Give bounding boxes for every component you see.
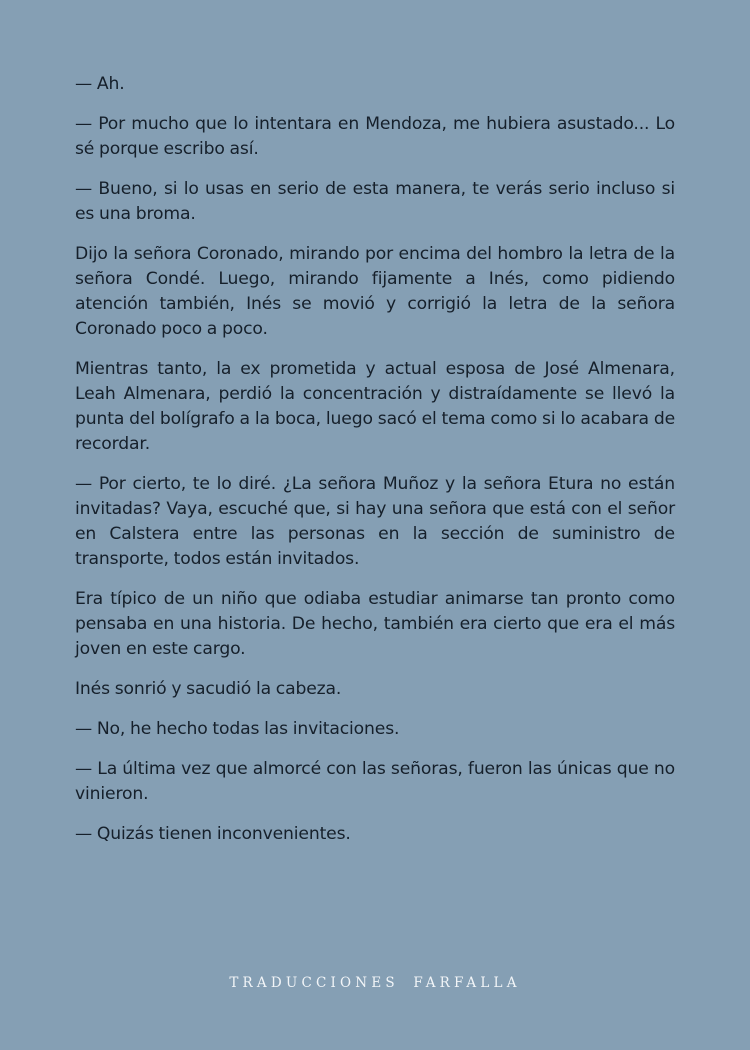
page-body (75, 72, 675, 862)
paragraph: Era típico de un niño que odiaba estudiar animarse tan pronto como pensaba en una historia. De hecho, también era cierto que era el más joven en este cargo. (75, 589, 675, 659)
paragraph: — No, he hecho todas las invitaciones. (75, 719, 400, 739)
paragraph: — Por cierto, te lo diré. ¿La señora Muñoz y la señora Etura no están invitadas? Vaya, escuché que, si hay una señora que está con el señor en Calstera entre las personas en la sección de suministro de transporte, todos están invitados. (75, 474, 675, 569)
paragraph: — Por mucho que lo intentara en Mendoza, me hubiera asustado... Lo sé porque escribo así. (75, 114, 675, 159)
footer-credit: TRADUCCIONES FARFALLA (229, 975, 521, 991)
paragraph: — Quizás tienen inconvenientes. (75, 824, 351, 844)
paragraph: Mientras tanto, la ex prometida y actual esposa de José Almenara, Leah Almenara, perdió la concentración y distraídamente se llevó la punta del bolígrafo a la boca, luego sacó el tema como si lo acabara de recordar. (75, 359, 675, 454)
paragraph: Dijo la señora Coronado, mirando por encima del hombro la letra de la señora Condé. Luego, mirando fijamente a Inés, como pidiendo atención también, Inés se movió y corrigió la letra de la señora Coronado poco a poco. (75, 244, 675, 339)
paragraph: — Ah. (75, 74, 125, 94)
paragraph: — Bueno, si lo usas en serio de esta manera, te verás serio incluso si es una broma. (75, 179, 675, 224)
paragraph: — La última vez que almorcé con las señoras, fueron las únicas que no vinieron. (75, 759, 675, 804)
paragraph: Inés sonrió y sacudió la cabeza. (75, 679, 342, 699)
